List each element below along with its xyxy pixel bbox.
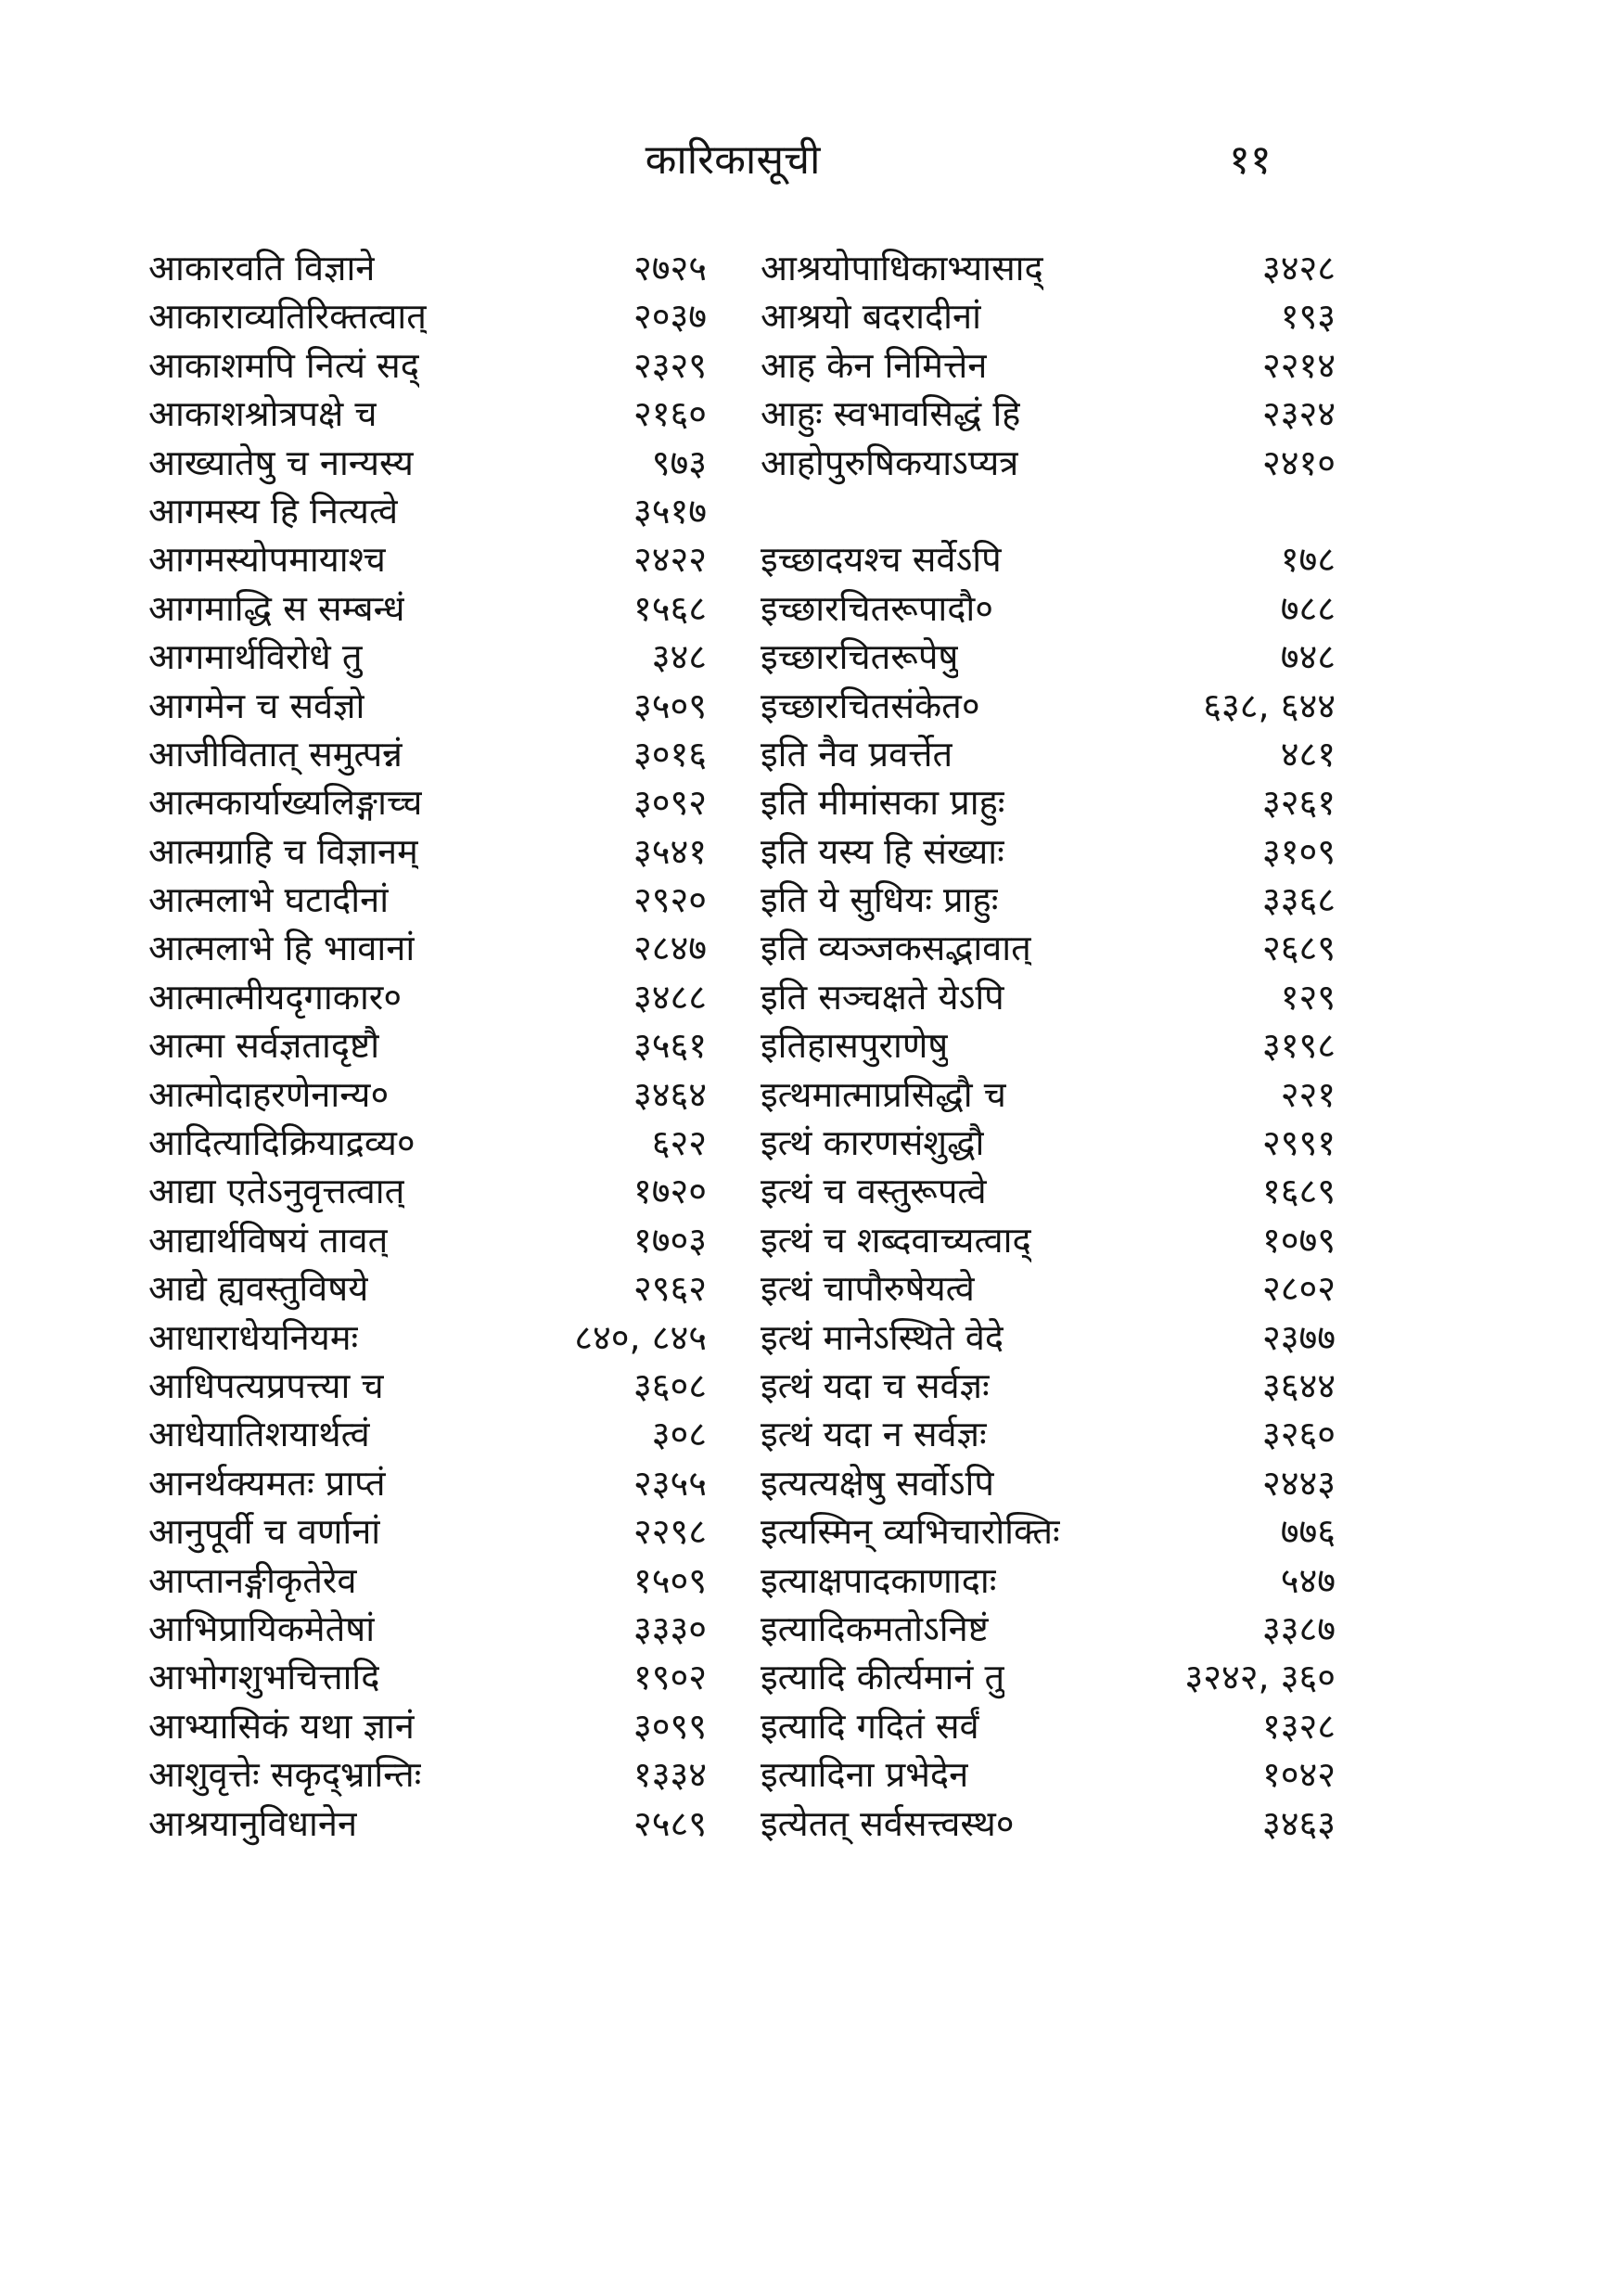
index-entry [148, 875, 707, 923]
verse-text: आत्मग्राहि च विज्ञानम् [148, 830, 418, 872]
index-entry [148, 1313, 707, 1361]
verse-text: आभोगशुभचित्तादि [148, 1657, 380, 1698]
verse-number: ६३८, ६४४ [1203, 685, 1336, 726]
verse-number: ७४८ [1280, 636, 1336, 678]
index-entry [148, 1701, 707, 1749]
verse-number: २९६२ [633, 1268, 707, 1310]
index-entry [148, 1749, 707, 1798]
index-entry [761, 1118, 1336, 1166]
verse-number: १३२८ [1261, 1705, 1336, 1747]
index-entry [148, 486, 707, 534]
verse-text: आजीवितात् समुत्पन्नं [148, 733, 403, 775]
verse-text: इच्छारचितसंकेत० [761, 685, 980, 726]
verse-number: ३३८७ [1261, 1608, 1336, 1649]
verse-number: ५४७ [1280, 1559, 1336, 1601]
index-entry [148, 534, 707, 583]
verse-number: ८४०, ८४५ [574, 1316, 707, 1358]
index-entry [148, 1118, 707, 1166]
index-entry [761, 1701, 1336, 1749]
index-entry [761, 1506, 1336, 1555]
index-entry [761, 1313, 1336, 1361]
verse-number: २१६० [633, 393, 707, 435]
verse-number: २८०२ [1261, 1268, 1336, 1310]
verse-text: आनुपूर्वी च वर्णानां [148, 1511, 381, 1553]
left-verse-column [148, 243, 707, 1847]
verse-number: २४४३ [1261, 1462, 1336, 1504]
index-entry [761, 875, 1336, 923]
index-entry [761, 1604, 1336, 1652]
index-entry [761, 534, 1336, 583]
verse-number: ३६०८ [633, 1364, 707, 1406]
verse-text: आत्मकार्याख्यलिङ्गाच्च [148, 782, 423, 824]
index-entry [761, 1166, 1336, 1214]
verse-number: ३०९९ [633, 1705, 707, 1747]
index-entry [761, 1799, 1336, 1847]
verse-text: इतिहासपुराणेषु [761, 1025, 949, 1067]
verse-number: १७०३ [633, 1219, 707, 1261]
index-entry [761, 632, 1336, 680]
verse-number: २५८९ [633, 1802, 707, 1844]
verse-number: ३२६० [1261, 1414, 1336, 1455]
verse-text: आधिपत्यप्रपत्त्या च [148, 1364, 384, 1406]
verse-number: १६८९ [1261, 1171, 1336, 1212]
verse-number: २८४७ [633, 928, 707, 969]
verse-number: १२९ [1280, 976, 1336, 1018]
index-entry [761, 1215, 1336, 1263]
verse-text: आद्या एतेऽनुवृत्तत्वात् [148, 1171, 405, 1212]
index-entry [761, 1458, 1336, 1506]
index-entry [148, 243, 707, 291]
verse-text: आख्यातेषु च नान्यस्य [148, 442, 414, 483]
verse-text: आभ्यासिकं यथा ज्ञानं [148, 1705, 415, 1747]
verse-number: २३५५ [633, 1462, 707, 1504]
index-entry [148, 923, 707, 971]
verse-text: इति यस्य हि संख्याः [761, 830, 1004, 872]
index-entry [148, 340, 707, 389]
page-number: ११ [1229, 136, 1272, 184]
index-entry [148, 1652, 707, 1700]
verse-text: आद्यार्थविषयं तावत् [148, 1219, 389, 1261]
index-entry [148, 291, 707, 339]
verse-number: १९०२ [633, 1657, 707, 1698]
verse-number: २४१० [1261, 442, 1336, 483]
index-entry [761, 1263, 1336, 1312]
verse-text: आधेयातिशयार्थत्वं [148, 1414, 370, 1455]
verse-number: ३५४१ [633, 830, 707, 872]
verse-text: आगमाद्धि स सम्बन्धं [148, 587, 405, 629]
verse-text: आगमस्य हि नित्यत्वे [148, 490, 399, 532]
index-entry [148, 1409, 707, 1457]
verse-number: ३४८८ [633, 976, 707, 1018]
verse-text: आहुः स्वभावसिद्धं हि [761, 393, 1021, 435]
verse-text: इत्थं मानेऽस्थिते वेदे [761, 1316, 1004, 1358]
verse-number: २३२४ [1261, 393, 1336, 435]
right-verse-column [761, 243, 1336, 1847]
index-entry [761, 389, 1336, 437]
index-entry [761, 438, 1336, 486]
verse-text: इत्थं यदा न सर्वज्ञः [761, 1414, 987, 1455]
verse-number: १३३४ [633, 1754, 707, 1796]
verse-text: आशुवृत्तेः सकृद्भ्रान्तिः [148, 1754, 422, 1796]
verse-text: आत्मा सर्वज्ञतादृष्टौ [148, 1025, 380, 1067]
verse-text: इति ये सुधियः प्राहुः [761, 879, 999, 921]
index-entry [761, 1409, 1336, 1457]
verse-text: इच्छादयश्च सर्वेऽपि [761, 539, 1002, 581]
verse-text: इत्यादि गदितं सर्वं [761, 1705, 979, 1747]
verse-number: २६८९ [1261, 928, 1336, 969]
verse-number: १५६८ [633, 587, 707, 629]
index-entry [761, 1652, 1336, 1700]
verse-number: ३५६१ [633, 1025, 707, 1067]
index-entry [148, 1215, 707, 1263]
verse-number: ३०१६ [633, 733, 707, 775]
verse-text: इत्यस्मिन् व्यभिचारोक्तिः [761, 1511, 1060, 1553]
verse-number: १०४२ [1261, 1754, 1336, 1796]
verse-number: ९७३ [651, 442, 707, 483]
verse-text: आकाशमपि नित्यं सद् [148, 344, 419, 386]
verse-text: इति नैव प्रवर्त्तेत [761, 733, 953, 775]
verse-text: आगमार्थविरोधे तु [148, 636, 363, 678]
verse-text: आत्मलाभे घटादीनां [148, 879, 390, 921]
index-entry [761, 340, 1336, 389]
verse-number: ३३६८ [1261, 879, 1336, 921]
index-entry [148, 438, 707, 486]
verse-number: २३२९ [633, 344, 707, 386]
verse-number: १५०९ [633, 1559, 707, 1601]
index-entry [761, 1556, 1336, 1604]
index-entry [148, 1361, 707, 1409]
index-entry [761, 291, 1336, 339]
verse-text: इत्थं च वस्तुरूपत्वे [761, 1171, 987, 1212]
verse-number: ३१९८ [1261, 1025, 1336, 1067]
verse-number: ३१०९ [1261, 830, 1336, 872]
verse-text: इत्यादि कीर्त्यमानं तु [761, 1657, 1005, 1698]
verse-number: २४२२ [633, 539, 707, 581]
verse-text: इत्याक्षपादकाणादाः [761, 1559, 997, 1601]
index-entry [148, 389, 707, 437]
verse-number: ३६४४ [1261, 1364, 1336, 1406]
index-entry [761, 1070, 1336, 1118]
index-entry [761, 777, 1336, 826]
page-title: कारिकासूची [645, 136, 821, 184]
verse-text: आत्मोदाहरणेनान्य० [148, 1073, 390, 1115]
verse-number: ३३३० [633, 1608, 707, 1649]
index-entry [761, 729, 1336, 777]
index-entry [148, 972, 707, 1020]
verse-text: आह केन निमित्तेन [761, 344, 988, 386]
index-entry [148, 826, 707, 875]
index-entry [148, 1799, 707, 1847]
verse-text: इत्येतत् सर्वसत्त्वस्थ० [761, 1802, 1015, 1844]
index-entry [761, 826, 1336, 875]
verse-text: इत्थं चापौरुषेयत्वे [761, 1268, 975, 1310]
verse-text: आश्रयोपाधिकाभ्यासाद् [761, 248, 1043, 288]
verse-number: २२१ [1280, 1073, 1336, 1115]
verse-text: आप्तानङ्गीकृतेरेव [148, 1559, 357, 1601]
verse-text: आद्ये ह्यवस्तुविषये [148, 1268, 369, 1310]
verse-text: आभिप्रायिकमेतेषां [148, 1608, 376, 1649]
verse-text: इत्थं कारणसंशुद्धौ [761, 1122, 985, 1164]
index-entry [148, 632, 707, 680]
verse-number: २०३७ [633, 296, 707, 338]
verse-text: आकाशश्रोत्रपक्षे च [148, 393, 377, 435]
index-entry [761, 1749, 1336, 1798]
index-entry [148, 1263, 707, 1312]
verse-text: इच्छारचितरूपादौ० [761, 587, 994, 629]
verse-text: इत्यादिकमतोऽनिष्टं [761, 1608, 989, 1649]
verse-number: २२९८ [633, 1511, 707, 1553]
verse-text: इत्यादिना प्रभेदेन [761, 1754, 969, 1796]
verse-number: १७८ [1280, 539, 1336, 581]
index-entry [761, 1361, 1336, 1409]
verse-number: २९९१ [1261, 1122, 1336, 1164]
index-entry [148, 1070, 707, 1118]
index-entry [148, 1604, 707, 1652]
verse-number: १०७९ [1261, 1219, 1336, 1261]
verse-number: ३०८ [651, 1414, 707, 1455]
verse-number: ४८१ [1280, 733, 1336, 775]
index-entry [761, 972, 1336, 1020]
index-entry [761, 583, 1336, 632]
verse-number: ३५०९ [633, 685, 707, 726]
index-entry [761, 681, 1336, 729]
verse-text: आनर्थक्यमतः प्राप्तं [148, 1462, 386, 1504]
section-gap [761, 486, 1336, 534]
index-entry [148, 1458, 707, 1506]
verse-text: आकाराव्यतिरिक्तत्वात् [148, 296, 427, 338]
index-entry [148, 1556, 707, 1604]
verse-text: आगमस्योपमायाश्च [148, 539, 386, 581]
index-entry [148, 1166, 707, 1214]
index-entry [761, 1020, 1336, 1069]
verse-text: इति मीमांसका प्राहुः [761, 782, 1005, 824]
verse-text: इति सञ्चक्षते येऽपि [761, 976, 1004, 1018]
verse-text: आश्रयानुविधानेन [148, 1802, 358, 1844]
verse-number: २२१४ [1261, 344, 1336, 386]
verse-text: आगमेन च सर्वज्ञो [148, 685, 365, 726]
verse-text: इत्थं यदा च सर्वज्ञः [761, 1364, 990, 1406]
verse-number: ३५१७ [633, 490, 707, 532]
verse-number: ३४२८ [1261, 248, 1336, 288]
verse-text: आधाराधेयनियमः [148, 1316, 359, 1358]
verse-number: ७८८ [1280, 587, 1336, 629]
verse-text: आदित्यादिक्रियाद्रव्य० [148, 1122, 416, 1164]
verse-number: ६२२ [651, 1122, 707, 1164]
verse-text: आत्मात्मीयदृगाकार० [148, 976, 403, 1018]
verse-text: आकारवति विज्ञाने [148, 248, 376, 288]
index-entry [148, 1020, 707, 1069]
verse-text: आश्रयो बदरादीनां [761, 296, 981, 338]
index-entry [148, 681, 707, 729]
index-entry [148, 777, 707, 826]
index-entry [761, 243, 1336, 291]
verse-number: ३२६१ [1261, 782, 1336, 824]
index-entry [148, 583, 707, 632]
verse-text: आत्मलाभे हि भावानां [148, 928, 416, 969]
verse-number: ३४६४ [633, 1073, 707, 1115]
verse-text: इति व्यञ्जकसद्भावात् [761, 928, 1031, 969]
verse-number: ३२४२, ३६० [1184, 1657, 1336, 1698]
index-entry [148, 729, 707, 777]
verse-text: इत्थमात्माप्रसिद्धौ च [761, 1073, 1006, 1115]
verse-number: २७२५ [633, 248, 707, 288]
verse-number: ७७६ [1280, 1511, 1336, 1553]
verse-number: ३४६३ [1261, 1802, 1336, 1844]
index-entry [148, 1506, 707, 1555]
verse-number: २९२० [633, 879, 707, 921]
verse-number: ३४८ [651, 636, 707, 678]
verse-text: इच्छारचितरूपेषु [761, 636, 959, 678]
verse-text: आहोपुरुषिकयाऽप्यत्र [761, 442, 1019, 483]
verse-number: १७२० [633, 1171, 707, 1212]
verse-text: इत्यत्यक्षेषु सर्वोऽपि [761, 1462, 994, 1504]
verse-number: १९३ [1280, 296, 1336, 338]
verse-number: २३७७ [1261, 1316, 1336, 1358]
index-entry [761, 923, 1336, 971]
verse-number: ३०९२ [633, 782, 707, 824]
verse-text: इत्थं च शब्दवाच्यत्वाद् [761, 1219, 1031, 1261]
